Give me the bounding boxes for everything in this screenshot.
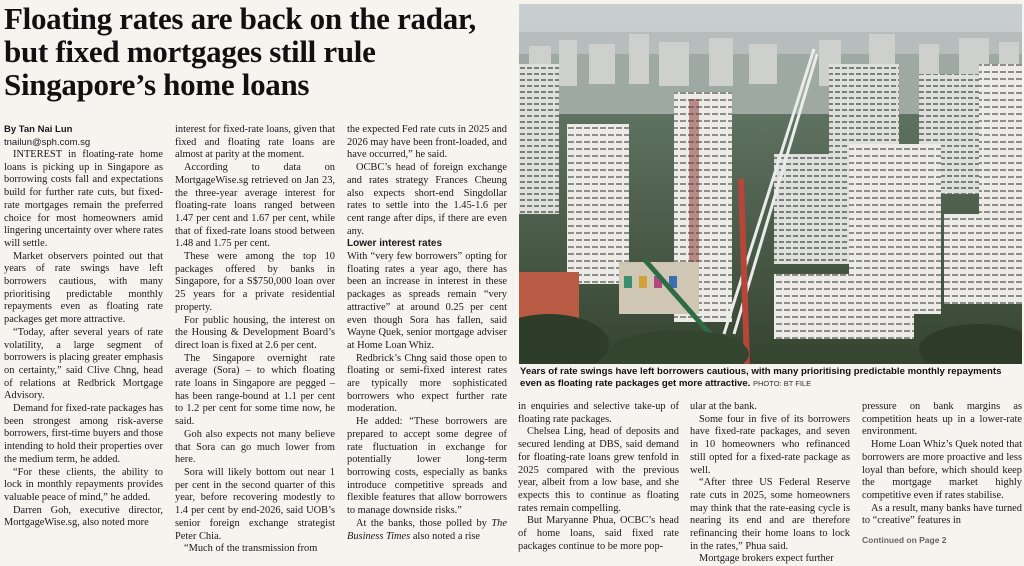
caption-text: Years of rate swings have left borrowers cautious, with many prioritising predictable monthly repayments even as floating rate packages get more attractive. [520, 366, 1002, 389]
paragraph: He added: “These borrowers are prepared to accept some degree of rate fluctuation in exchange for potentially lower long-term borrowing costs, especially as banks introduce competitive spreads and flexible features that allow borrowers to manage downside risks.” [347, 416, 507, 517]
paragraph: Mortgage brokers expect further [699, 553, 834, 565]
paragraph: “Much of the transmission from [184, 543, 318, 555]
byline: By Tan Nai Lun [4, 124, 73, 135]
headline: Floating rates are back on the radar, but fixed mortgages still rule Singapore’s home loans [4, 1, 476, 102]
paragraph: interest for fixed-rate loans, given that fixed and floating rate loans are almost at parity at the moment. [175, 124, 335, 161]
paragraph: The Singapore overnight rate average (Sora) – to which floating rate loans in Singapore are pegged – has been range-bound at 1.1 per cent to 1.2 per cent for some time now, he said. [175, 352, 335, 428]
paragraph: According to data on MortgageWise.sg retrieved on Jan 23, the three-year average interest for floating-rate loans ranged between 1.47 per cent and 1.67 per cent, while that of fixed-rate loans stood between 1.48 and 1.75 per cent. [175, 162, 335, 250]
paragraph: With “very few borrowers” opting for floating rates a year ago, there has been an increase in interest in these packages as spreads remain “very attractive” at around 0.25 per cent even though Sora has fallen, said Wayne Quek, senior mortgage adviser at Home Loan Whiz. [347, 251, 507, 351]
paragraph: Goh also expects not many believe that Sora can go much lower from here. [175, 428, 335, 466]
paragraph-text: also noted a rise [410, 530, 481, 542]
paragraph: Demand for fixed-rate packages has been strongest among risk-averse borrowers, first-time buyers and those intending to hold their properties over the medium term, he added. [4, 403, 164, 465]
paragraph: “Today, after several years of rate volatility, a large segment of borrowers is placing greater emphasis on certainty,” said Clive Chng, head of relations at Redbrick Mortgage Advisory. [4, 326, 163, 402]
paragraph: in enquiries and selective take-up of floating rate packages. [518, 401, 679, 425]
paragraph: Chelsea Ling, head of deposits and secured lending at DBS, said demand for floating-rate loans grew tenfold in 2025 compared with the previous year, albeit from a low base, and she expects this to continue as floating rates remain compelling. [518, 426, 679, 514]
paragraph: As a result, many banks have turned to “creative” features in [862, 502, 1022, 527]
paragraph: the expected Fed rate cuts in 2025 and 2026 may have been front-loaded, and have occurred,” he said. [347, 124, 507, 161]
article-photo [519, 4, 1022, 364]
continued-link[interactable]: Continued on Page 2 [862, 535, 947, 546]
article-column-1 [4, 124, 163, 530]
housing-estate-image [519, 4, 1022, 364]
paragraph: “For these clients, the ability to lock in monthly repayments provides valuable peace of mind,” he added. [4, 466, 163, 503]
paragraph: INTEREST in floating-rate home loans is picking up in Singapore as borrowing costs fall and expectations build for further rate cuts, but fixed-rate mortgages remain the preferred choice for most homeowners amid lingering uncertainty over where rates will settle. [4, 149, 163, 249]
paragraph: Redbrick’s Chng said those open to floating or semi-fixed interest rates are typically more sophisticated borrowers who expect further rate moderation. [347, 352, 507, 415]
paragraph: OCBC’s head of foreign exchange and rates strategy Frances Cheung also expects short-end Singdollar rates to settle into the 1.45-1.6 per cent range after dips, if there are even any. [347, 162, 507, 237]
author-email[interactable]: tnailun@sph.com.sg [4, 137, 91, 148]
paragraph: Home Loan Whiz’s Quek noted that borrowers are more proactive and less loyal than before, which should keep the mortgage market highly competitive even if rates stabilise. [862, 439, 1022, 501]
paragraph: Market observers pointed out that years of rate swings have left borrowers cautious, with many prioritising predictable monthly repayments even as floating rate packages get more attractive. [4, 250, 163, 326]
photo-caption [520, 366, 1020, 389]
article-column-6 [862, 401, 1022, 547]
article-column-3 [347, 124, 507, 543]
photo-credit: PHOTO: BT FILE [753, 378, 812, 388]
paragraph: ular at the bank. [690, 401, 757, 412]
paragraph: But Maryanne Phua, OCBC’s head of home loans, said fixed rate packages continue to be more pop- [518, 515, 679, 552]
article-column-4 [518, 401, 679, 553]
paragraph: These were among the top 10 packages offered by banks in Singapore, for a S$750,000 loan over 25 years for a private residential property. [175, 251, 335, 313]
article-column-2 [175, 124, 335, 556]
paragraph [347, 518, 507, 543]
paragraph: “After three US Federal Reserve rate cuts in 2025, some homeowners may think that the rate-easing cycle is nearing its end and are therefore refinancing their home loans to lock in the rates,” Phua said. [690, 477, 850, 552]
subheading: Lower interest rates [347, 238, 443, 250]
paragraph: Some four in five of its borrowers have fixed-rate packages, and seven in 10 homeowners who refinanced still opted for a fixed-rate package as well. [690, 413, 850, 476]
paragraph: Darren Goh, executive director, MortgageWise.sg, also noted more [4, 504, 163, 529]
publication-name: The Business Times [347, 517, 507, 542]
article-column-5 [690, 401, 850, 566]
paragraph: For public housing, the interest on the Housing & Development Board’s direct loan is fixed at 2.6 per cent. [175, 314, 335, 351]
paragraph: Sora will likely bottom out near 1 per cent in the second quarter of this year, before recovering modestly to 1.4 per cent by end-2026, said UOB’s senior foreign exchange strategist Peter Chia. [175, 466, 335, 542]
paragraph-text: At the banks, those polled by [356, 517, 487, 529]
paragraph: pressure on bank margins as competition heats up in a lower-rate environment. [862, 401, 1022, 438]
